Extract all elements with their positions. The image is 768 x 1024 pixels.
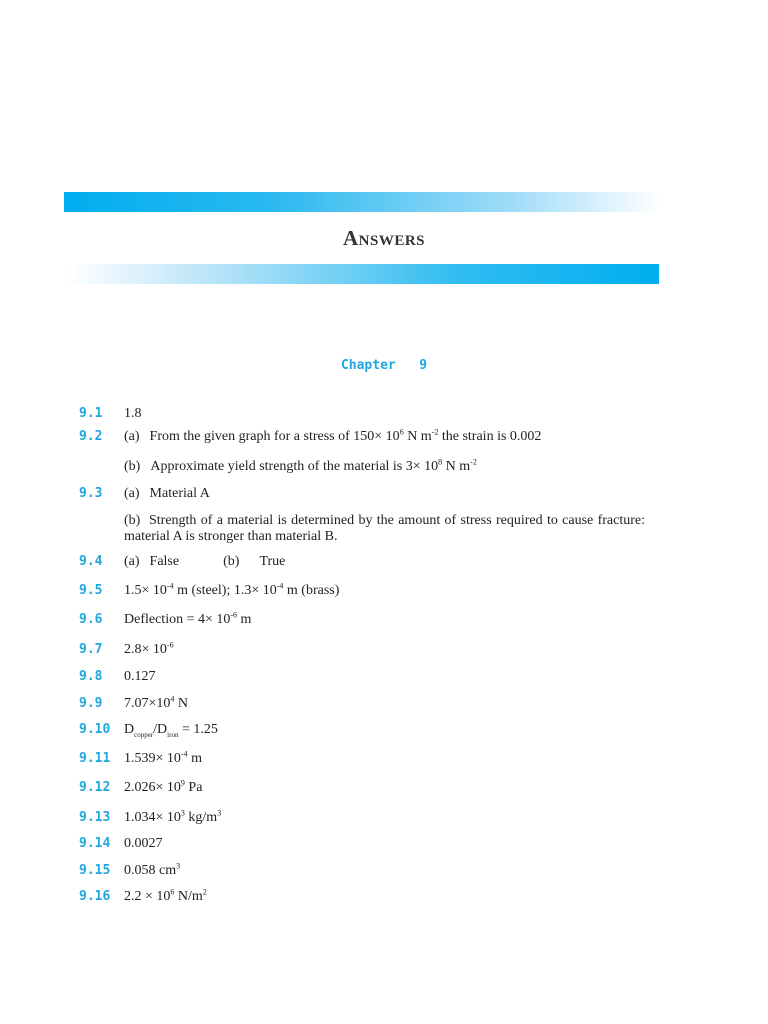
answer-number: 9.16	[79, 889, 111, 904]
part-text: True	[259, 554, 286, 569]
value-text: = 1.25	[178, 722, 218, 737]
value-text: m	[237, 612, 252, 627]
value-text: 2.026× 10	[124, 780, 181, 795]
exponent: 3	[180, 808, 185, 818]
answer-text: 0.0027	[124, 836, 163, 851]
value-text: 2.8× 10	[124, 642, 167, 657]
page-title: Answers	[342, 226, 426, 250]
answer-text	[124, 780, 202, 796]
answer-number: 9.10	[79, 722, 111, 737]
answer-parts	[124, 554, 285, 570]
answer-number: 9.2	[79, 429, 103, 444]
answer-text	[124, 863, 180, 879]
answer-text	[124, 810, 221, 826]
part-label: (a)	[124, 486, 140, 501]
answer-number: 9.8	[79, 669, 103, 684]
value-text: 1.539× 10	[124, 751, 181, 766]
value-text: Deflection = 4× 10	[124, 612, 231, 627]
answer-text	[124, 583, 339, 599]
subscript: iron	[167, 730, 179, 739]
answer-number: 9.6	[79, 612, 103, 627]
answer-number: 9.11	[79, 751, 111, 766]
unit: N m	[403, 429, 432, 444]
part-text: Approximate yield strength of the material is 3× 10	[150, 459, 439, 474]
answer-text	[124, 696, 188, 712]
exponent: -2	[470, 457, 477, 467]
exponent: -4	[276, 581, 284, 591]
value-text: N	[174, 696, 189, 711]
exponent: 9	[180, 778, 185, 788]
exponent: -4	[180, 749, 188, 759]
exponent: 3	[176, 861, 181, 871]
header-bottom-bar	[66, 264, 659, 284]
answer-number: 9.3	[79, 486, 103, 501]
part-text: the strain is 0.002	[438, 429, 542, 444]
value-text: m	[187, 751, 202, 766]
exponent: 8	[438, 457, 443, 467]
answer-text	[124, 642, 174, 658]
answer-number: 9.15	[79, 863, 111, 878]
answer-part-b: (b) Strength of a material is determined by the amount of stress required to cause fracture: material A is stronger than material B.	[124, 513, 649, 544]
value-text: m (brass)	[283, 583, 340, 598]
value-text: kg/m	[184, 810, 218, 825]
part-text: Material A	[149, 486, 210, 501]
answer-number: 9.1	[79, 406, 103, 421]
answer-text	[124, 612, 251, 628]
answer-text: 0.127	[124, 669, 156, 684]
answer-text	[124, 751, 202, 767]
value-text: 2.2 × 10	[124, 889, 171, 904]
part-label: (b)	[223, 554, 240, 569]
answer-part-a	[124, 486, 210, 502]
value-text: N/m	[174, 889, 203, 904]
value-text: 7.07×10	[124, 696, 171, 711]
value-text: D	[124, 722, 135, 737]
part-label: (a)	[124, 554, 140, 569]
part-label: (a)	[124, 429, 140, 444]
answer-part-b	[124, 459, 477, 475]
value-text: /D	[153, 722, 168, 737]
value-text: m (steel); 1.3× 10	[173, 583, 277, 598]
exponent: -4	[166, 581, 174, 591]
exponent: 4	[170, 694, 175, 704]
answer-number: 9.7	[79, 642, 103, 657]
value-text: 0.058 cm	[124, 863, 177, 878]
exponent: 3	[217, 808, 222, 818]
answer-text: 1.8	[124, 406, 142, 421]
exponent: 2	[202, 887, 207, 897]
chapter-heading: Chapter 9	[340, 358, 428, 373]
answer-number: 9.13	[79, 810, 111, 825]
header-top-bar	[64, 192, 660, 212]
answer-number: 9.12	[79, 780, 111, 795]
value-text: Pa	[184, 780, 203, 795]
value-text: 1.5× 10	[124, 583, 167, 598]
answer-text	[124, 889, 207, 905]
part-label: (b)	[124, 459, 141, 474]
part-text: False	[149, 554, 180, 569]
unit: N m	[442, 459, 471, 474]
answer-text	[124, 722, 218, 738]
exponent: -2	[431, 427, 439, 437]
answer-number: 9.14	[79, 836, 111, 851]
value-text: 1.034× 10	[124, 810, 181, 825]
exponent: -6	[166, 640, 174, 650]
exponent: 6	[399, 427, 404, 437]
answer-number: 9.5	[79, 583, 103, 598]
subscript: copper	[134, 730, 154, 739]
answer-number: 9.4	[79, 554, 103, 569]
exponent: 6	[170, 887, 175, 897]
answer-part-a	[124, 429, 541, 445]
answer-number: 9.9	[79, 696, 103, 711]
exponent: -6	[230, 610, 238, 620]
part-text: From the given graph for a stress of 150× 10	[149, 429, 400, 444]
